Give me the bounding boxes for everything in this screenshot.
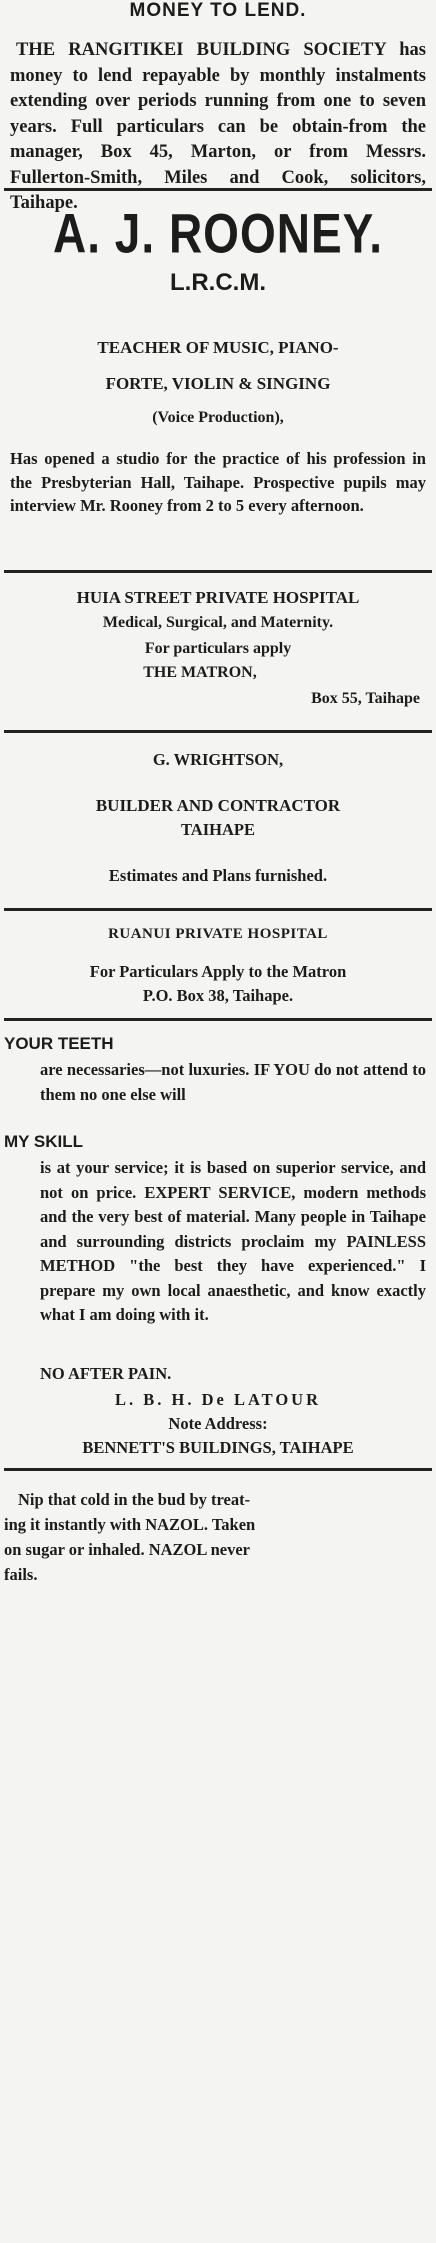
divider: [4, 188, 432, 191]
teeth-body2: is at your service; it is based on superior service, and not on price. EXPERT SERVICE, modern methods and the very best of material. Many people in Taihape and surrounding districts proclaim my PAINLESS METHOD "the best they have experienced." I prepare my own local anaesthetic, and know exactly what I am doing with it.: [40, 1158, 426, 1324]
teeth-body1: are necessaries—not luxuries. IF YOU do not attend to them no one else will: [40, 1060, 426, 1104]
ruanui-heading: RUANUI PRIVATE HOSPITAL: [108, 926, 328, 942]
rooney-qualification: L.R.C.M.: [170, 269, 266, 296]
nazol-line2: ing it instantly with NAZOL. Taken: [4, 1515, 256, 1534]
rooney-name: A. J. ROONEY.: [53, 202, 383, 265]
huia-line3: THE MATRON,: [143, 664, 257, 681]
huia-line1: Medical, Surgical, and Maternity.: [102, 614, 334, 631]
address-note: Note Address:: [168, 1414, 268, 1433]
skill-heading: MY SKILL: [4, 1132, 84, 1151]
nazol-line1: Nip that cold in the bud by treat-: [18, 1490, 251, 1509]
rooney-title-line2: FORTE, VIOLIN & SINGING: [105, 374, 331, 393]
wrightson-line1: BUILDER AND CONTRACTOR: [95, 796, 341, 815]
nazol-line4: fails.: [4, 1565, 38, 1584]
rooney-voice-production: (Voice Production),: [152, 409, 284, 426]
divider: [4, 1468, 432, 1471]
huia-heading: HUIA STREET PRIVATE HOSPITAL: [76, 588, 360, 607]
rooney-title-line1: TEACHER OF MUSIC, PIANO-: [97, 338, 339, 357]
money-to-lend-heading: MONEY TO LEND.: [129, 0, 307, 21]
divider: [4, 1018, 432, 1021]
divider: [4, 908, 432, 911]
rooney-text: Has opened a studio for the practice of his profession in the Presbyterian Hall, Taihape. Prospective pupils may interview Mr. Rooney from 2 to 5 every afternoon.: [10, 449, 426, 515]
money-to-lend-text: THE RANGITIKEI BUILDING SOCIETY has money to lend repayable by monthly instalments extending over periods running from one to seven years. Full particulars can be obtain-from the manager, Box 45, Marton, or from Messrs. Fullerton-Smith, Miles and Cook, solicitors, Taihape.: [10, 40, 426, 213]
divider: [4, 570, 432, 573]
huia-line4: Box 55, Taihape: [311, 690, 420, 707]
dentist-name: L. B. H. De LATOUR: [114, 1390, 322, 1409]
dentist-address: BENNETT'S BUILDINGS, TAIHAPE: [82, 1438, 354, 1457]
huia-line2: For particulars apply: [144, 640, 292, 657]
wrightson-name: G. WRIGHTSON,: [152, 750, 284, 769]
wrightson-line2: TAIHAPE: [181, 820, 255, 839]
teeth-heading: YOUR TEETH: [4, 1034, 114, 1053]
nazol-line3: on sugar or inhaled. NAZOL never: [4, 1540, 251, 1559]
no-after-pain: NO AFTER PAIN.: [40, 1364, 172, 1383]
ruanui-line2: P.O. Box 38, Taihape.: [142, 986, 294, 1005]
wrightson-line3: Estimates and Plans furnished.: [108, 866, 328, 885]
divider: [4, 730, 432, 733]
ruanui-line1: For Particulars Apply to the Matron: [89, 962, 347, 981]
